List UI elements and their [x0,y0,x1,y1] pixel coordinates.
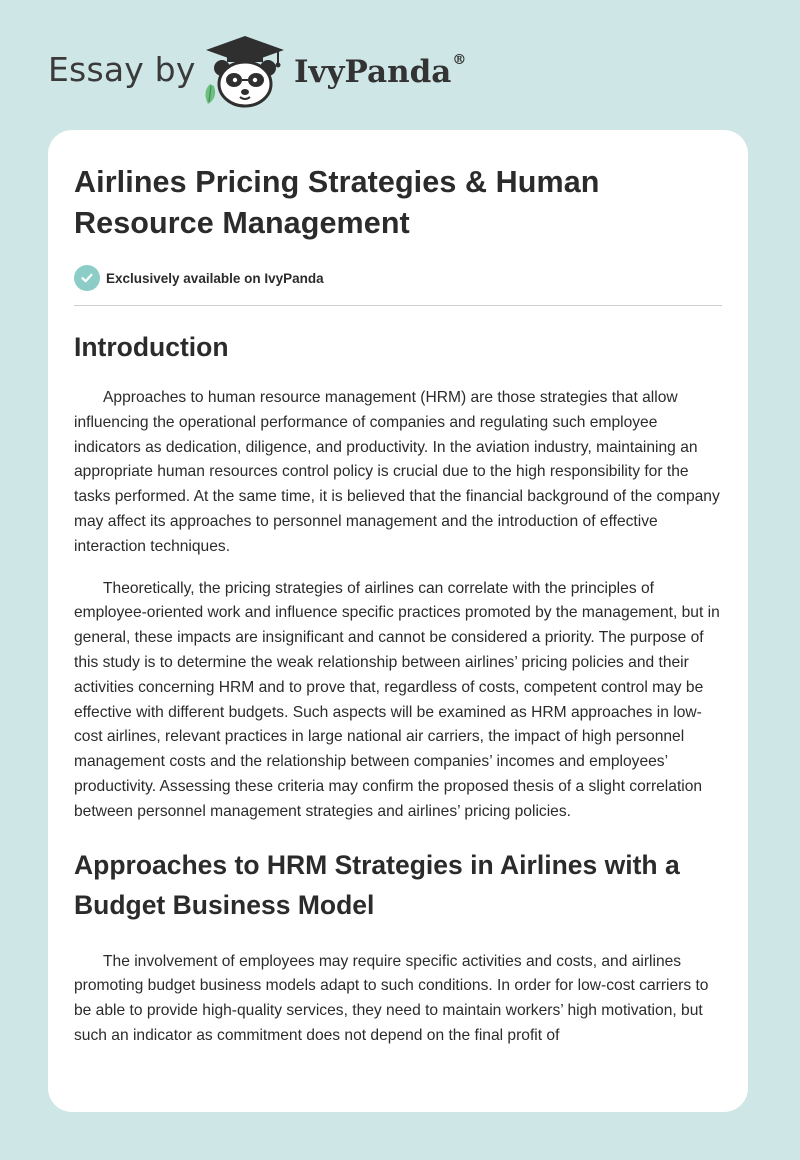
exclusive-badge [74,264,722,292]
brand-prefix: Essay by [48,50,196,89]
paragraph: The involvement of employees may require specific activities and costs, and airlines promoting budget business models adapt to such conditions. In order for low-cost carriers to be able to provide high-quality services, they need to maintain workers’ high motivation, but such an indicator as commitment does not depend on the final profit of [74,952,709,1044]
brand-name[interactable]: IvyPanda® [294,52,467,90]
divider [74,305,722,306]
paragraph: Approaches to human resource management (HRM) are those strategies that allow influencing the operational performance of companies and regulating such employee indicators as dedication, diligence, and productivity. In the aviation industry, maintaining an appropriate human resources control policy is crucial due to the high responsibility for the tasks performed. At the same time, it is believed that the financial background of the company may affect its approaches to personnel management and the introduction of effective interaction techniques. [74,389,720,555]
essay-card [48,130,748,1112]
registered-mark: ® [452,52,467,68]
section-heading-introduction: Introduction [74,332,229,362]
badge-label: Exclusively available on IvyPanda [106,270,324,286]
panda-graduate-logo-icon[interactable] [200,34,290,110]
page-title: Airlines Pricing Strategies & Human Resource Management [74,165,600,240]
site-header [0,0,800,128]
checkmark-icon [74,265,100,291]
paragraph: Theoretically, the pricing strategies of airlines can correlate with the principles of employee-oriented work and influence specific practices promoted by the management, but in general, these impacts are insignificant and cannot be considered a priority. The purpose of this study is to determine the weak relationship between airlines’ pricing policies and their activities concerning HRM and to prove that, regardless of costs, competent control may be effective with different budgets. Such aspects will be examined as HRM approaches in low-cost airlines, relevant practices in large national air carriers, the impact of high personnel management costs and the relationship between companies’ incomes and employees’ productivity. Assessing these criteria may confirm the proposed thesis of a slight correlation between personnel management strategies and airlines’ pricing policies. [74,579,720,820]
section-heading-budget-hrm: Approaches to HRM Strategies in Airlines with a Budget Business Model [74,849,680,920]
essay-content [74,162,722,1049]
